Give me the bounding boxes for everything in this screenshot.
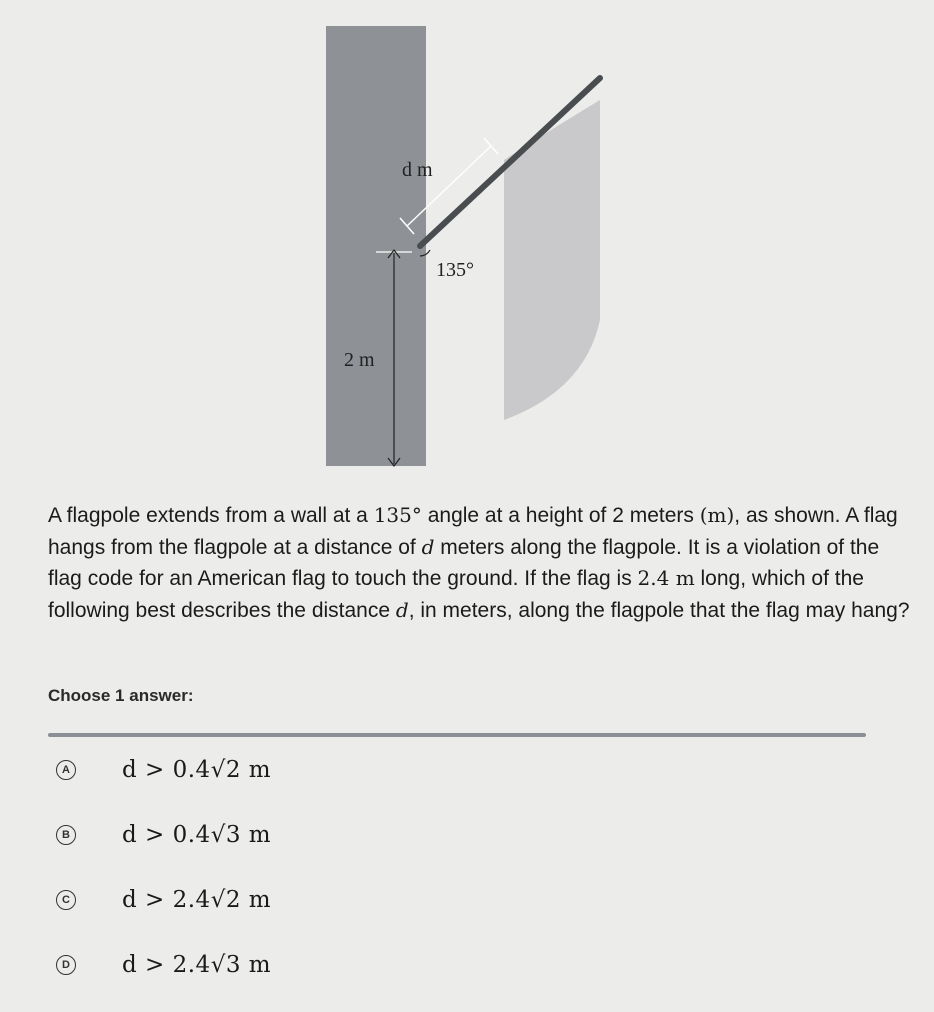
height-label: 2 m [344, 349, 375, 371]
option-b[interactable] [56, 815, 656, 855]
angle-label: 135° [436, 259, 474, 281]
flagpole-diagram [0, 0, 934, 490]
wall [326, 26, 426, 466]
option-b-letter-icon: B [56, 825, 76, 845]
variable-d: d [421, 534, 435, 559]
option-d-letter-icon: D [56, 955, 76, 975]
option-c[interactable] [56, 880, 656, 920]
angle-value: 135° [373, 503, 422, 527]
option-b-text: d > 0.4√3 m [122, 822, 272, 848]
option-d[interactable] [56, 945, 656, 985]
option-d-text: d > 2.4√3 m [122, 952, 272, 978]
choose-answer-label: Choose 1 answer: [48, 686, 194, 705]
variable-d-2: d [395, 597, 409, 622]
question-text: A flagpole extends from a wall at a 135° angle at a height of 2 meters (m), as shown. A flag hangs from the flagpole at a distance of d meters along the flagpole. It is a violation of the flag code for an American flag to touch the ground. If the flag is 2.4 m long, which of the following best describes the distance d, in meters, along the flagpole that the flag may hang? [48, 503, 910, 622]
option-a-text: d > 0.4√2 m [122, 757, 272, 783]
flag-length: 2.4 m [637, 566, 695, 590]
unit-m: (m) [699, 503, 735, 527]
divider [48, 733, 866, 737]
option-c-letter-icon: C [56, 890, 76, 910]
option-a-letter-icon: A [56, 760, 76, 780]
option-c-text: d > 2.4√2 m [122, 887, 272, 913]
flag [504, 100, 600, 420]
option-a[interactable] [56, 750, 656, 790]
distance-label: d m [402, 159, 433, 181]
